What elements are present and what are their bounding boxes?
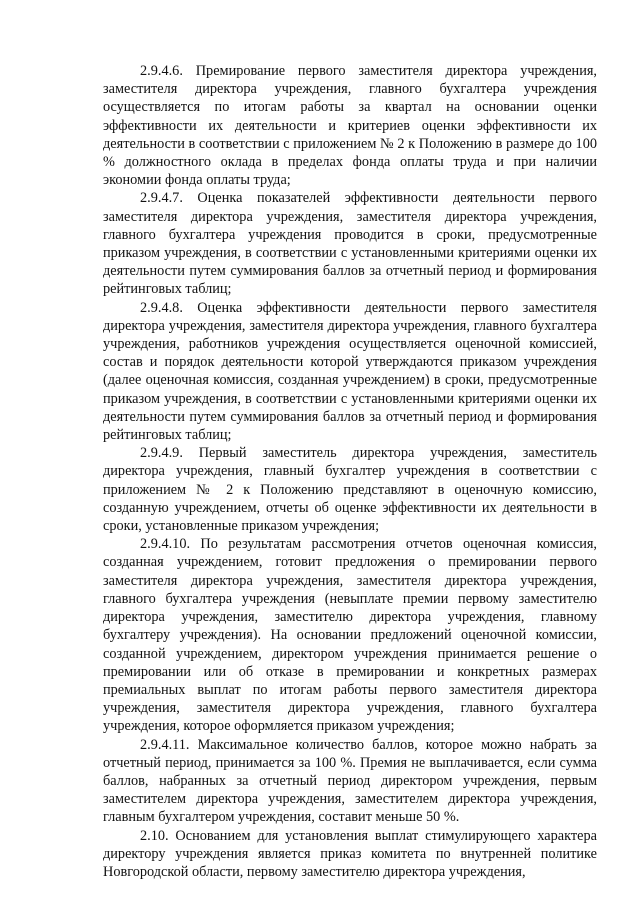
paragraph-2-9-4-6: 2.9.4.6. Премирование первого заместителя директора учреждения, заместителя директора учреждения, главного бухгалтера учреждения осуществляется по итогам работы за квартал на основании оценки эффективности их деятельности и критериев оценки эффективности их деятельности в соответствии с приложением № 2 к Положению в размере до 100 % должностного оклада в пределах фонда оплаты труда и при наличии экономии фонда оплаты труда; — [103, 63, 597, 189]
paragraph-2-9-4-7: 2.9.4.7. Оценка показателей эффективности деятельности первого заместителя директора учреждения, заместителя директора учреждения, главного бухгалтера учреждения проводится в сроки, предусмотренные приказом учреждения, в соответствии с установленными критериями оценки их деятельности путем суммирования баллов за отчетный период и формирования рейтинговых таблиц; — [103, 190, 597, 298]
paragraph-2-9-4-11: 2.9.4.11. Максимальное количество баллов, которое можно набрать за отчетный период, принимается за 100 %. Премия не выплачивается, если сумма баллов, набранных за отчетный период директором учреждения, первым заместителем директора учреждения, заместителем директора учреждения, главным бухгалтером учреждения, составит меньше 50 %. — [103, 736, 597, 826]
paragraph-2-9-4-8: 2.9.4.8. Оценка эффективности деятельности первого заместителя директора учреждения, заместителя директора учреждения, главного бухгалтера учреждения, работников учреждения осуществляется оценочной комиссией, состав и порядок деятельности которой утверждаются приказом учреждения (далее оценочная комиссия, созданная учреждением) в сроки, предусмотренные приказом учреждения, в соответствии с установленными критериями оценки их деятельности путем суммирования баллов за отчетный период и формирования рейтинговых таблиц; — [103, 299, 597, 444]
document-page — [103, 62, 597, 881]
paragraph-2-9-4-10: 2.9.4.10. По результатам рассмотрения отчетов оценочная комиссия, созданная учреждением, готовит предложения о премировании первого заместителя директора учреждения, заместителя директора учреждения, главного бухгалтера учреждения (невыплате премии первому заместителю директора учреждения, заместителю директора учреждения, главному бухгалтеру учреждения). На основании предложений оценочной комиссии, созданной учреждением, директором учреждения принимается решение о премировании или об отказе в премировании и конкретных размерах премиальных выплат по итогам работы первого заместителя директора учреждения, заместителя директора учреждения, главного бухгалтера учреждения, которое оформляется приказом учреждения; — [103, 536, 597, 735]
paragraph-2-10: 2.10. Основанием для установления выплат стимулирующего характера директору учреждения является приказ комитета по внутренней политике Новгородской области, первому заместителю директора учреждения, — [103, 827, 597, 880]
paragraph-2-9-4-9: 2.9.4.9. Первый заместитель директора учреждения, заместитель директора учреждения, главный бухгалтер учреждения в соответствии с приложением № 2 к Положению представляют в оценочную комиссию, созданную учреждением, отчеты об оценке эффективности их деятельности в сроки, установленные приказом учреждения; — [103, 445, 597, 535]
